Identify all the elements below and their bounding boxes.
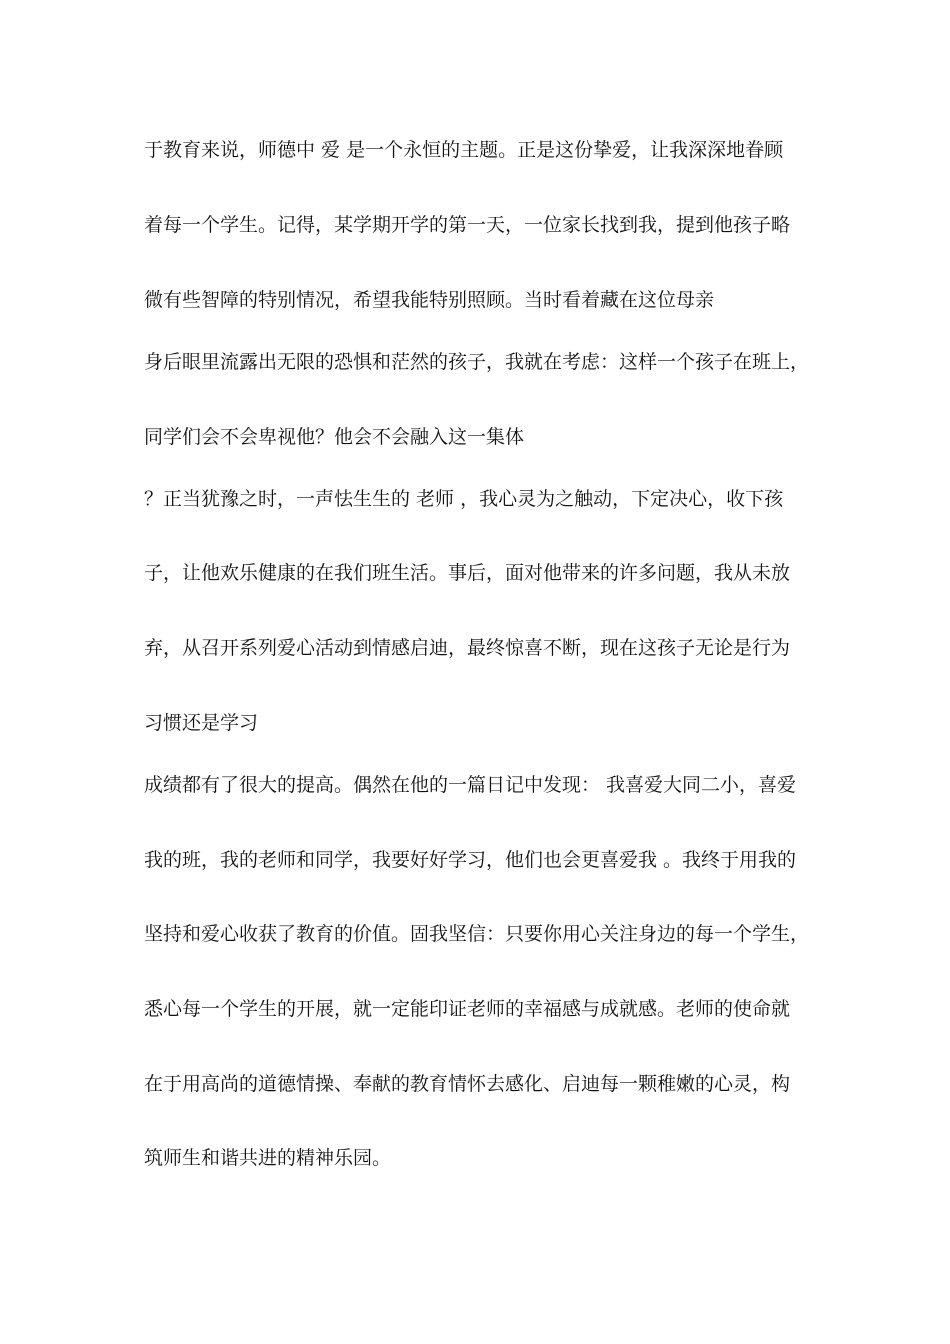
text-line: 成绩都有了很大的提高。偶然在他的一篇日记中发现： 我喜爱大同二小，喜爱 xyxy=(144,774,797,796)
text-line: 筑师生和谐共进的精神乐园。 xyxy=(144,1147,392,1169)
text-line: 子，让他欢乐健康的在我们班生活。事后，面对他带来的许多问题，我从未放 xyxy=(144,562,791,584)
text-line: 弃，从召开系列爱心活动到情感启迪，最终惊喜不断，现在这孩子无论是行为 xyxy=(144,637,791,659)
text-line: ？正当犹豫之时，一声怯生生的 老师 ，我心灵为之触动，下定决心，收下孩 xyxy=(144,488,784,510)
text-line: 悉心每一个学生的开展，就一定能印证老师的幸福感与成就感。老师的使命就 xyxy=(144,998,791,1020)
text-line: 在于用高尚的道德情操、奉献的教育情怀去感化、启迪每一颗稚嫩的心灵，构 xyxy=(144,1073,791,1095)
text-line: 于教育来说，师德中 爱 是一个永恒的主题。正是这份挚爱，让我深深地眷顾 xyxy=(144,139,784,161)
text-line: 着每一个学生。记得，某学期开学的第一天，一位家长找到我，提到他孩子略 xyxy=(144,214,791,236)
text-line: 微有些智障的特别情况，希望我能特别照顾。当时看着藏在这位母亲 xyxy=(144,289,715,311)
text-line: 我的班，我的老师和同学，我要好好学习，他们也会更喜爱我 。我终于用我的 xyxy=(144,849,797,871)
text-line: 同学们会不会卑视他？他会不会融入这一集体 xyxy=(144,426,525,448)
text-line: 习惯还是学习 xyxy=(144,712,259,734)
text-line: 身后眼里流露出无限的恐惧和茫然的孩子，我就在考虑：这样一个孩子在班上， xyxy=(144,351,810,373)
text-line: 坚持和爱心收获了教育的价值。固我坚信：只要你用心关注身边的每一个学生， xyxy=(144,923,810,945)
